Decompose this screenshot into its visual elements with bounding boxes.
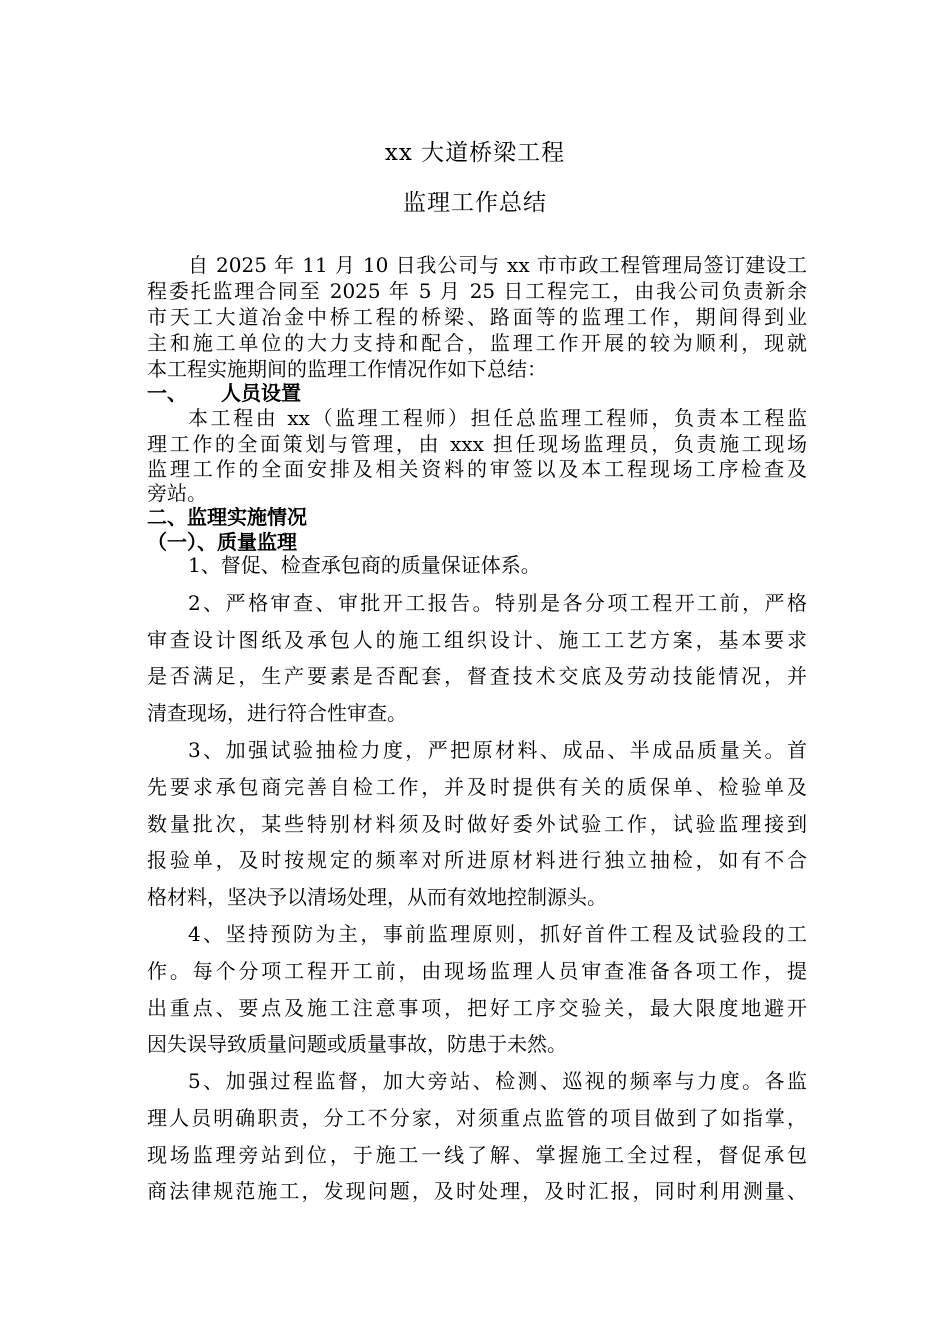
section1-line: 理工作的全面策划与管理，由 xxx 担任现场监理员，负责施工现场 xyxy=(147,432,807,456)
item2-line: 是否满足，生产要素是否配套，督査技术交底及劳动技能情况，并 xyxy=(147,664,807,688)
intro-line: 市天工大道冶金中桥工程的桥梁、路面等的监理工作，期间得到业 xyxy=(147,305,807,329)
item5-line: 理人员明确职责，分工不分家，对须重点监管的项目做到了如指掌， xyxy=(147,1106,807,1130)
section-heading-2: 二、监理实施情况 xyxy=(147,505,307,529)
subsection-heading: （一）、质量监理 xyxy=(147,530,297,554)
item5-line: 商法律规范施工，发现问题，及时处理，及时汇报，同时利用测量、 xyxy=(147,1179,807,1203)
item3-line: 3、加强试验抽检力度，严把原材料、成品、半成品质量关。首 xyxy=(188,738,807,762)
item3-line: 格材料，坚决予以清场处理，从而有效地控制源头。 xyxy=(147,885,607,909)
item4-line: 4、坚持预防为主，事前监理原则，抓好首件工程及试验段的工 xyxy=(188,922,807,946)
item3-line: 先要求承包商完善自检工作，并及时提供有关的质保单、检验单及 xyxy=(147,775,807,799)
section1-line: 旁站。 xyxy=(147,481,207,505)
document-title-line1: xx 大道桥梁工程 xyxy=(384,140,566,166)
document-title-line2: 监理工作总结 xyxy=(403,190,547,216)
section-title: 人员设置 xyxy=(221,381,301,405)
item5-line: 现场监理旁站到位，于施工一线了解、掌握施工全过程，督促承包 xyxy=(147,1143,807,1167)
item2-line: 审查设计图纸及承包人的施工组织设计、施工工艺方案，基本要求 xyxy=(147,628,807,652)
item2-line: 清查现场，进行符合性审查。 xyxy=(147,701,407,725)
section-number: 一、 xyxy=(147,381,187,405)
intro-line: 本工程实施期间的监理工作情况作如下总结： xyxy=(147,357,547,381)
section1-line: 本工程由 xx（监理工程师）担任总监理工程师，负责本工程监 xyxy=(188,406,807,430)
item4-line: 因失误导致质量问题或质量事故，防患于未然。 xyxy=(147,1032,567,1056)
item2-line: 2、严格审查、审批开工报告。特别是各分项工程开工前，严格 xyxy=(188,591,807,615)
item3-line: 数量批次，某些特别材料须及时做好委外试验工作，试验监理接到 xyxy=(147,812,807,836)
section1-line: 监理工作的全面安排及相关资料的审签以及本工程现场工序检查及 xyxy=(147,457,807,481)
item4-line: 作。每个分项工程开工前，由现场监理人员审查准备各项工作，提 xyxy=(147,959,807,983)
item1-line: 1、督促、检查承包商的质量保证体系。 xyxy=(188,553,541,577)
intro-line: 程委托监理合同至 2025 年 5 月 25 日工程完工，由我公司负责新余 xyxy=(147,279,807,303)
item4-line: 出重点、要点及施工注意事项，把好工序交验关，最大限度地避开 xyxy=(147,996,807,1020)
intro-line: 主和施工单位的大力支持和配合，监理工作开展的较为顺利，现就 xyxy=(147,331,807,355)
intro-line: 自 2025 年 11 月 10 日我公司与 xx 市市政工程管理局签订建设工 xyxy=(188,253,807,277)
item5-line: 5、加强过程监督，加大旁站、检测、巡视的频率与力度。各监 xyxy=(188,1069,807,1093)
item3-line: 报验单，及时按规定的频率对所进原材料进行独立抽检，如有不合 xyxy=(147,848,807,872)
